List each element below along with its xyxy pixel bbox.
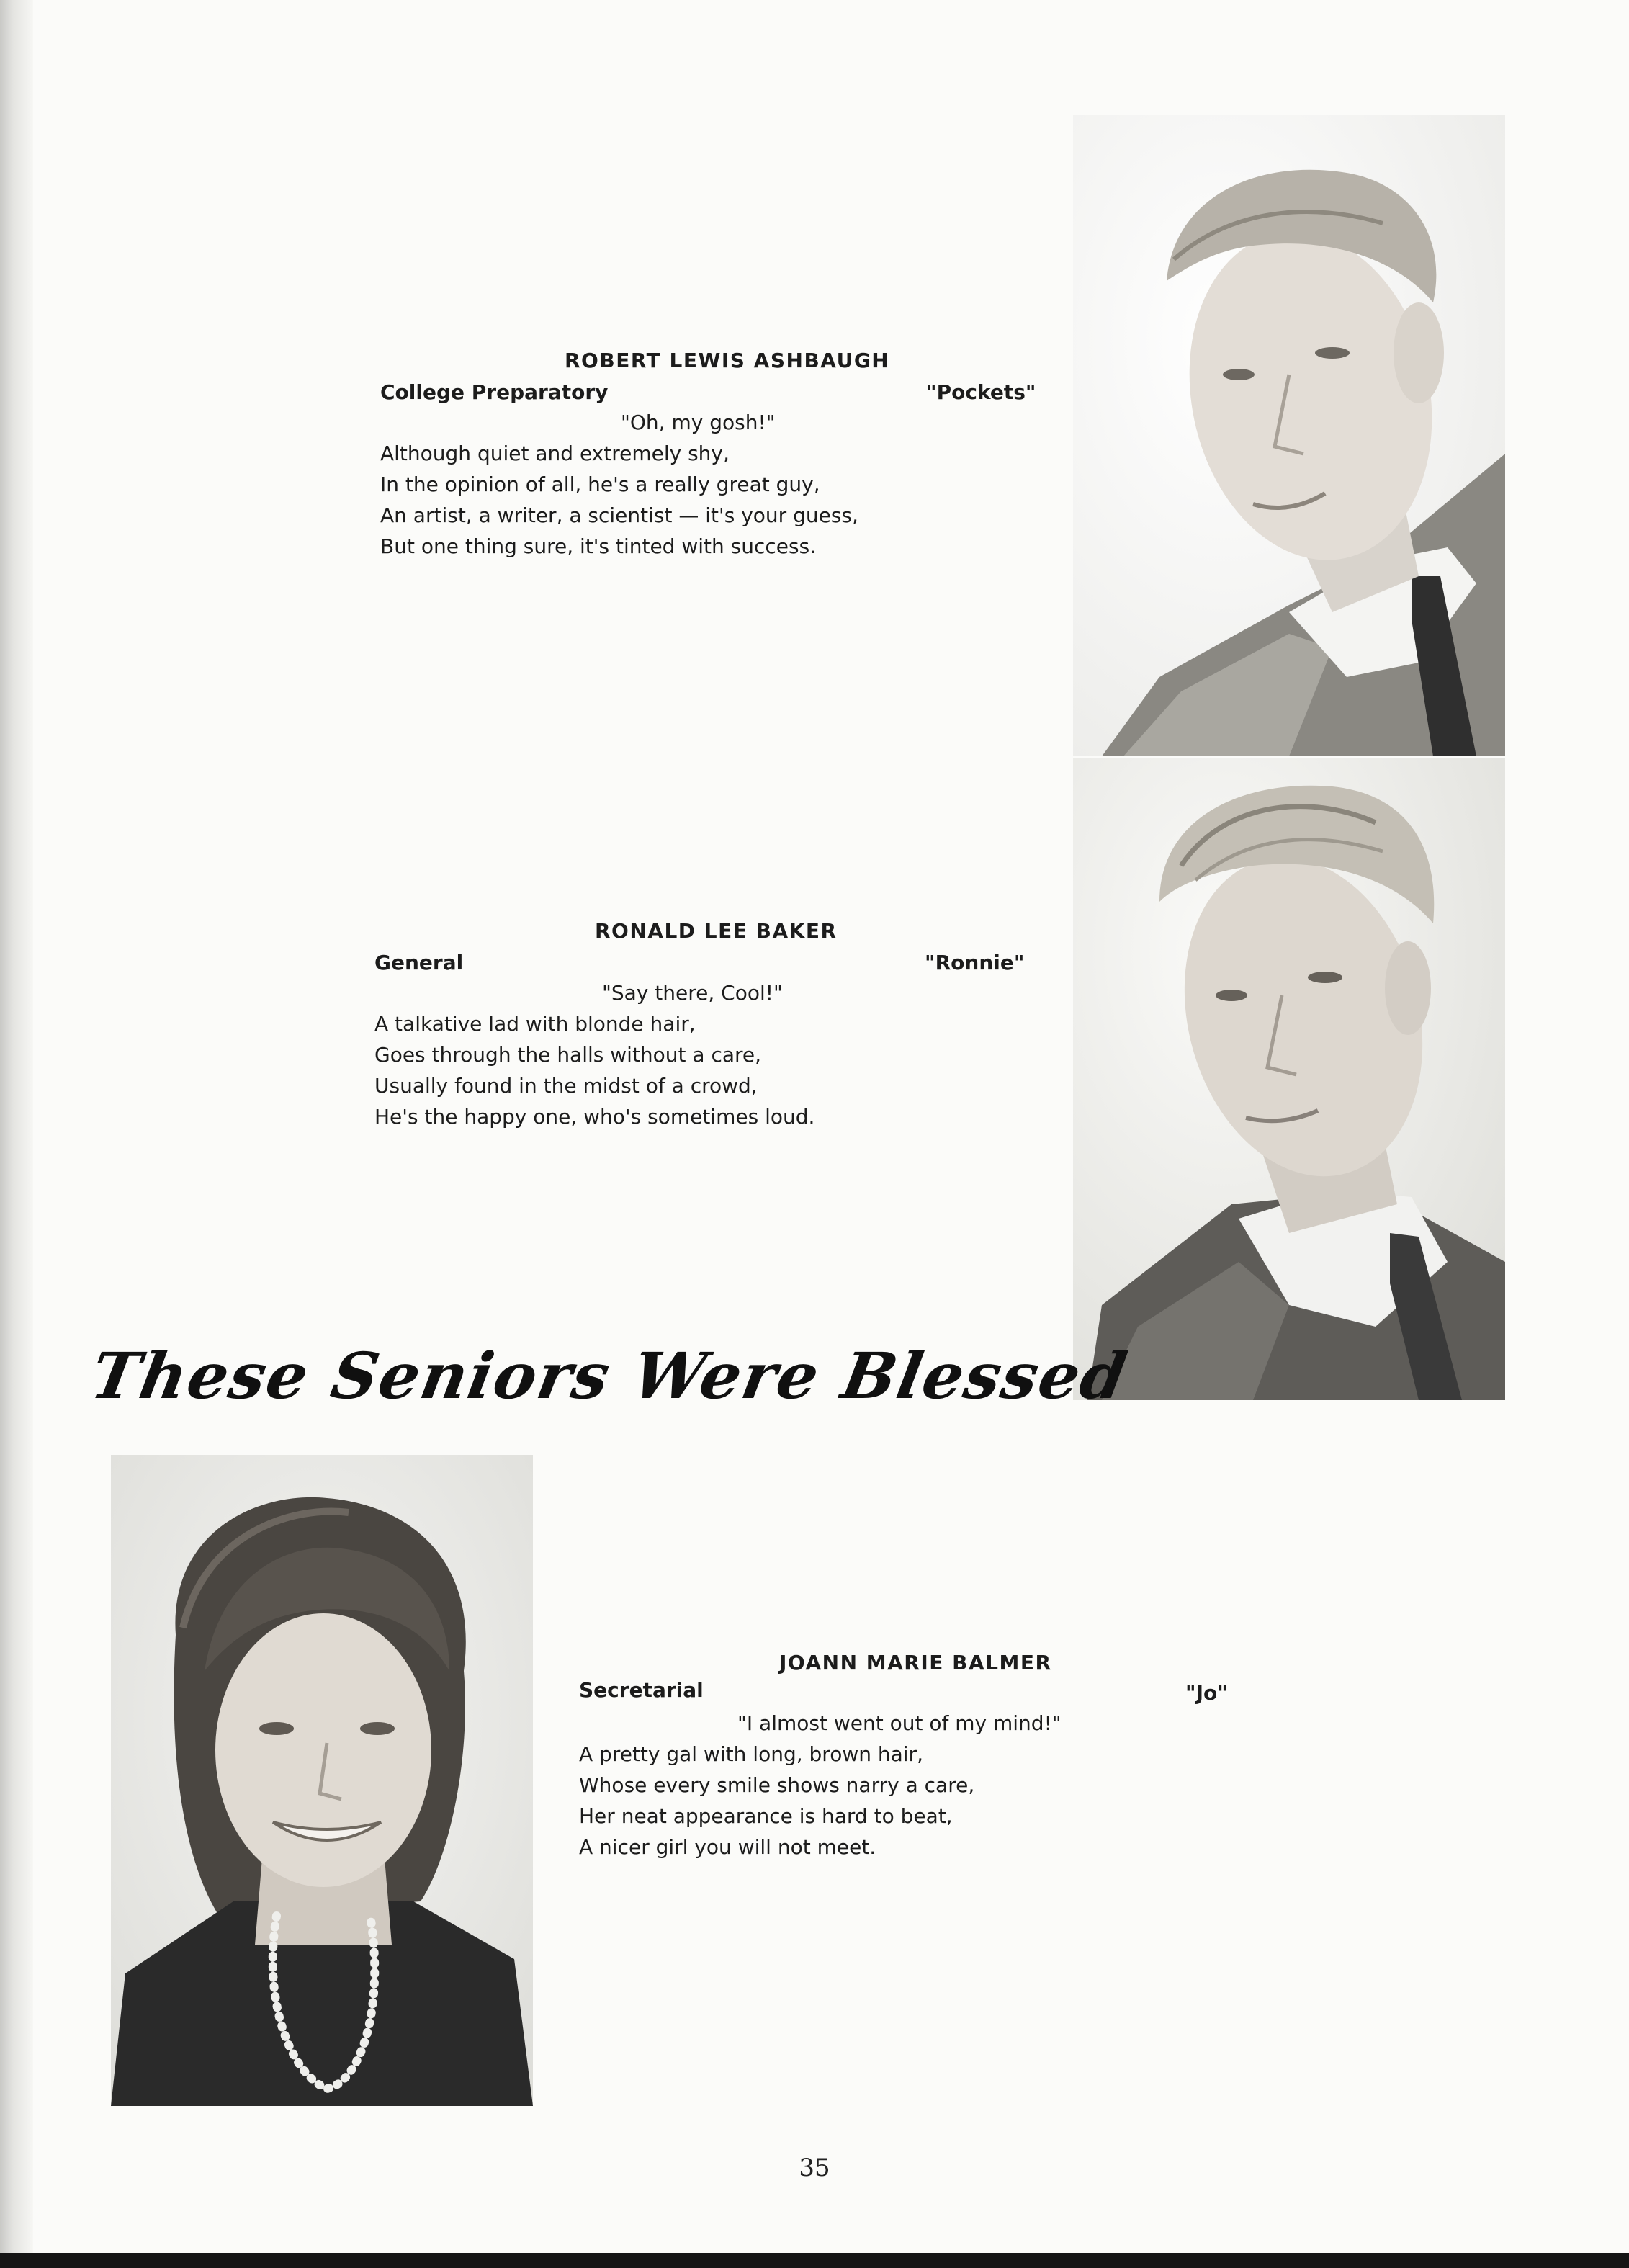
verse-line: In the opinion of all, he's a really great guy,: [380, 472, 820, 496]
senior-verse: [380, 438, 858, 562]
senior-name: JOANN MARIE BALMER: [779, 1651, 1052, 1675]
senior-name: ROBERT LEWIS ASHBAUGH: [565, 349, 890, 372]
binding-shadow: [0, 0, 33, 2268]
senior-portrait-balmer: [111, 1455, 533, 2106]
senior-verse: [579, 1739, 974, 1863]
senior-nickname: "Jo": [1185, 1681, 1228, 1705]
verse-line: Whose every smile shows narry a care,: [579, 1773, 975, 1797]
verse-line: Usually found in the midst of a crowd,: [374, 1074, 758, 1098]
senior-quote: "Oh, my gosh!": [621, 411, 776, 434]
senior-portrait-ashbaugh: [1073, 115, 1505, 756]
senior-quote: "I almost went out of my mind!": [737, 1711, 1062, 1735]
senior-nickname: "Ronnie": [925, 951, 1025, 974]
verse-line: An artist, a writer, a scientist — it's your guess,: [380, 503, 858, 527]
portrait-photo-icon: [1073, 758, 1505, 1400]
portrait-photo-icon: [111, 1455, 533, 2106]
senior-name: RONALD LEE BAKER: [595, 919, 838, 943]
verse-line: A nicer girl you will not meet.: [579, 1835, 876, 1859]
verse-line: But one thing sure, it's tinted with success.: [380, 534, 817, 558]
verse-line: Although quiet and extremely shy,: [380, 442, 730, 465]
verse-line: Goes through the halls without a care,: [374, 1043, 762, 1067]
senior-nickname: "Pockets": [926, 380, 1036, 404]
verse-line: He's the happy one, who's sometimes loud.: [374, 1105, 815, 1129]
portrait-photo-icon: [1073, 115, 1505, 756]
verse-line: A pretty gal with long, brown hair,: [579, 1742, 923, 1766]
scan-bottom-edge: [0, 2253, 1629, 2268]
verse-line: Her neat appearance is hard to beat,: [579, 1804, 953, 1828]
page-number: 35: [799, 2153, 830, 2182]
senior-portrait-baker: [1073, 758, 1505, 1400]
senior-course: College Preparatory: [380, 380, 609, 404]
senior-quote: "Say there, Cool!": [602, 981, 783, 1005]
senior-course: Secretarial: [579, 1678, 704, 1702]
senior-course: General: [374, 951, 464, 974]
page-heading: These Seniors Were Blessed: [85, 1338, 1134, 1413]
verse-line: A talkative lad with blonde hair,: [374, 1012, 696, 1036]
senior-verse: [374, 1008, 814, 1132]
